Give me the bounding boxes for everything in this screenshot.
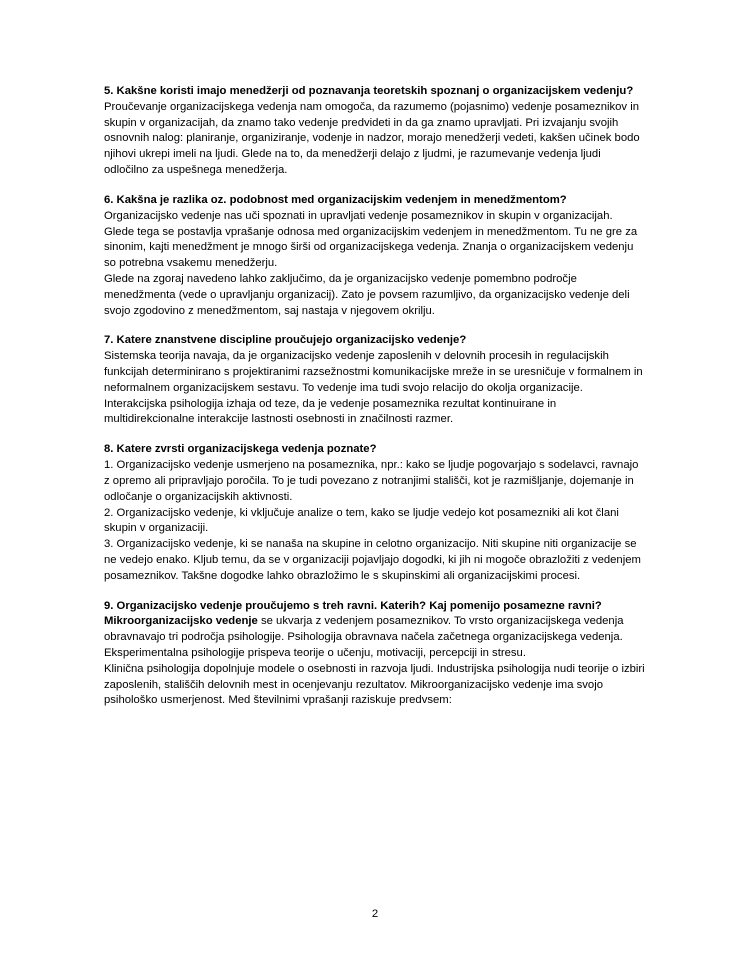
term-emphasis: Mikroorganizacijsko vedenje [104, 615, 258, 628]
answer-paragraph: Sistemska teorija navaja, da je organizacijsko vedenje zaposlenih v delovnih procesih in regulacijskih funkcijah determinirano s projektiranimi razsežnostmi komunikacijske mreže in se uresničuje v formalnem in neformalnem organizacijskem sestavu. To vedenje ima tudi svojo relacijo do okolja organizacije. [104, 350, 643, 394]
answer-paragraph: Glede tega se postavlja vprašanje odnosa med organizacijskim vedenjem in menedžmentom. Tu ne gre za sinonim, kajti menedžment je mnogo širši od organizacijskega vedenja. Znanja o organizacijskem vedenju so potrebna vsakemu menedžerju. [104, 225, 638, 270]
document-body [104, 84, 646, 709]
page-number: 2 [371, 908, 379, 920]
question-heading: 9. Organizacijsko vedenje proučujemo s treh ravni. Katerih? Kaj pomenijo posamezne ravni? [104, 599, 602, 612]
qa-block-q6 [104, 193, 646, 320]
question-heading: 8. Katere zvrsti organizacijskega vedenja poznate? [104, 443, 377, 456]
qa-block-q7 [104, 333, 646, 428]
qa-block-q5 [104, 84, 646, 179]
answer-paragraph: 1. Organizacijsko vedenje usmerjeno na posameznika, npr.: kako se ljudje pogovarjajo s sodelavci, ravnajo z opremo ali pripravljajo poročila. To je tudi povezano z notranjimi stališči, kot je razmišljanje, dojemanje in odločanje o organizacijskih aktivnosti. [104, 459, 639, 503]
question-heading: 6. Kakšna je razlika oz. podobnost med organizacijskim vedenjem in menedžmentom? [104, 193, 567, 206]
question-heading: 7. Katere znanstvene discipline proučujejo organizacijsko vedenje? [104, 334, 467, 347]
answer-paragraph: Organizacijsko vedenje nas uči spoznati in upravljati vedenje posameznikov in skupin v organizacijah. [104, 209, 613, 222]
term-definition: se ukvarja z vedenjem posameznikov. To vrsto organizacijskega vedenja obravnavajo tri področja psihologije. Psihologija obravnava načela začetnega organizacijskega vedenja. [104, 615, 624, 644]
question-heading: 5. Kakšne koristi imajo menedžerji od poznavanja teoretskih spoznanj o organizacijskem vedenju? [104, 85, 634, 97]
qa-block-q9 [104, 599, 646, 710]
qa-block-q8 [104, 442, 646, 584]
answer-paragraph-lead [104, 614, 646, 646]
answer-paragraph: Interakcijska psihologija izhaja od teze, da je vedenje posameznika rezultat kontinuirane in multidirekcionalne interakcije lastnosti osebnosti in značilnosti razmer. [104, 397, 557, 426]
answer-paragraph: 3. Organizacijsko vedenje, ki se nanaša na skupine in celotno organizacijo. Niti skupine niti organizacije se ne vedejo enako. Kljub temu, da se v organizaciji pojavljajo dogodki, ki jih ni mogoče obrazložiti z vedenjem posameznikov. Takšne dogodke lahko obrazložimo le s skupinskimi ali organizacijskimi procesi. [104, 538, 641, 582]
answer-paragraph: 2. Organizacijsko vedenje, ki vključuje analize o tem, kako se ljudje vedejo kot posamezniki ali kot člani skupin v organizaciji. [104, 506, 619, 535]
answer-paragraph: Klinična psihologija dopolnjuje modele o osebnosti in razvoja ljudi. Industrijska psihologija nudi teorije o izbiri zaposlenih, stališčih delovnih mest in ocenjevanju rezultatov. Mikroorganizacijsko vedenje ima svojo psihološko usmerjenost. Med številnimi vprašanji raziskuje predvsem: [104, 662, 645, 707]
answer-paragraph: Glede na zgoraj navedeno lahko zaključimo, da je organizacijsko vedenje pomembno področje menedžmenta (vede o upravljanju organizacij). Zato je povsem razumljivo, da organizacijsko vedenje deli svojo zgodovino z menedžmentom, saj nastaja v njegovem okrilju. [104, 272, 630, 317]
answer-paragraph: Eksperimentalna psihologije prispeva teorije o učenju, motivaciji, percepciji in stresu. [104, 647, 526, 659]
answer-paragraph: Proučevanje organizacijskega vedenja nam omogoča, da razumemo (pojasnimo) vedenje posameznikov in skupin v organizacijah, da znamo tako vedenje predvideti in da ga znamo upravljati. Pri izvajanju svojih osnovnih nalog: planiranje, organiziranje, vodenje in nadzor, morajo menedžerji vedeti, kakšen učinek bodo njihovi ukrepi imeli na ljudi. Glede na to, da menedžerji delajo z ljudmi, je razumevanje vedenja ljudi odločilno za uspešnega menedžerja. [104, 100, 640, 177]
